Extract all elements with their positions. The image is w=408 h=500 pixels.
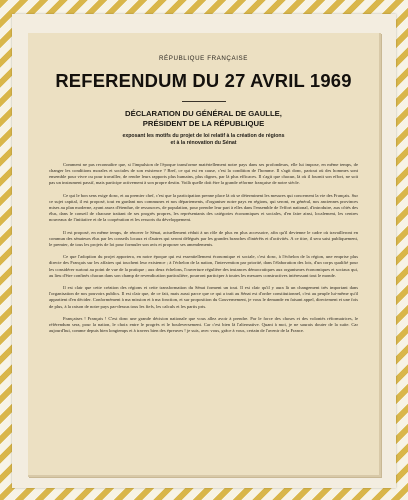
- document-page: [28, 33, 381, 477]
- declaration-line: PRÉSIDENT DE LA RÉPUBLIQUE: [142, 118, 265, 128]
- declaration-heading: [28, 109, 379, 128]
- title-divider: [182, 101, 226, 102]
- body-paragraph: Ce qui le bon sens exige donc, et au premier chef, c'est que la participation prenne place là où se déterminent les mesures qui concernent la vie des Français. Sur ce sujet capital, il est proposé, tout en gardant nos communes et nos départements, d'organiser notre pays en régions, qui seront, en général, nos anciennes provinces mises au plan moderne, ayant assez d'étendue, de ressources, de population, pour prendre leur part à elles dans l'ensemble de l'effort national, d'introduire, aux côtés des élus, dans le conseil de chacune traitant de ses progrès propres, les représentants des catégories économiques et sociales, d'en faire ainsi, localement, les centres nouveaux de l'initiative et de la coopération et les ressorts du développement.: [49, 192, 358, 223]
- republic-header: RÉPUBLIQUE FRANÇAISE: [158, 55, 249, 62]
- body-paragraph: Il est proposé, en même temps, de rénover le Sénat, actuellement réduit à un rôle de plus en plus accessoire, afin qu'il devienne le cadre où travailleront en commun des sénateurs élus par les conseils locaux et d'autres qui seront délégués par les grandes branches d'intérêts et d'activités. A ce titre, il sera saisi publiquement, le premier, de tous les projets de loi pour formuler son avis et proposer ses amendements.: [49, 229, 358, 247]
- subtitle-line: exposant les motifs du projet de loi relatif à la création de régions: [122, 133, 285, 140]
- subtitle-line: et à la rénovation du Sénat: [170, 140, 237, 146]
- document-body: [28, 162, 379, 335]
- declaration-line: DÉCLARATION DU GÉNÉRAL DE GAULLE,: [125, 109, 282, 118]
- subtitle: [28, 133, 379, 147]
- body-paragraph: Comment ne pas reconnaître que, si l'impulsion de l'époque transforme matériellement notre pays dans ses profondeurs, elle lui impose, en même temps, de changer les conditions morales et sociales de son existence ? Bref, ce qui est en cause, c'est la condition de l'homme. Il s'agit donc, partout où des hommes sont ensemble pour vivre ou pour travailler, de rendre leurs rapports plus humains, plus dignes, par là plus efficaces. Il s'agit que chacun, là où il fournit son effort, ne soit pas un instrument passif, mais participe activement à son propre destin. Voilà quelle doit être la grande réforme française de notre siècle.: [49, 161, 358, 186]
- body-paragraph: Ce que l'adoption du projet apportera, en notre époque qui est essentiellement économique et sociale, c'est donc, à l'échelon de la région, une emprise plus directe des Français sur les affaires qui touchent leur existence ; à l'échelon de la nation, l'intervention par priorité, dans l'élaboration des lois, d'un corps qualifié pour les considérer surtout au point de vue de la pratique ; aux deux échelons, l'ouverture régulière des instances démocratiques aux organismes économiques et sociaux qui, au lieu d'être confinés chacun dans son champ de revendication particulière, pourront participer à toutes les mesures constructives intéressant tout le monde.: [49, 254, 358, 278]
- body-paragraph: Il est clair que cette création des régions et cette transformation du Sénat forment un tout. Il est clair qu'il y aura là un changement très important dans l'organisation de nos pouvoirs publics. Il est clair que, de ce fait, mais aussi parce que ce qui a trait au Sénat est d'ordre constitutionnel, c'est au peuple lui-même qu'il appartient d'en décider. Conformément à ma mission et à ma fonction, et sur proposition du Gouvernement, je vous le demande en faisant appel, directement et une fois de plus, à la raison de notre pays par-dessus tous les fiefs, les calculs et les partis pris.: [49, 285, 358, 309]
- body-paragraph: Françaises ! Français ! C'est donc une grande décision nationale que vous allez avoir à prendre. Par le force des choses et des volontés réformatrices, le référendum sera, pour la nation, le choix entre le progrès et le bouleversement. Car c'est bien là l'alternative. Quant à moi, je ne saurais douter de la suite. Car aujourd'hui, comme depuis bien longtemps et à travers bien des épreuves ! je suis, avec vous, grâce à vous, certain de l'avenir de la France.: [49, 315, 358, 334]
- page-title: REFERENDUM DU 27 AVRIL 1969: [55, 70, 352, 91]
